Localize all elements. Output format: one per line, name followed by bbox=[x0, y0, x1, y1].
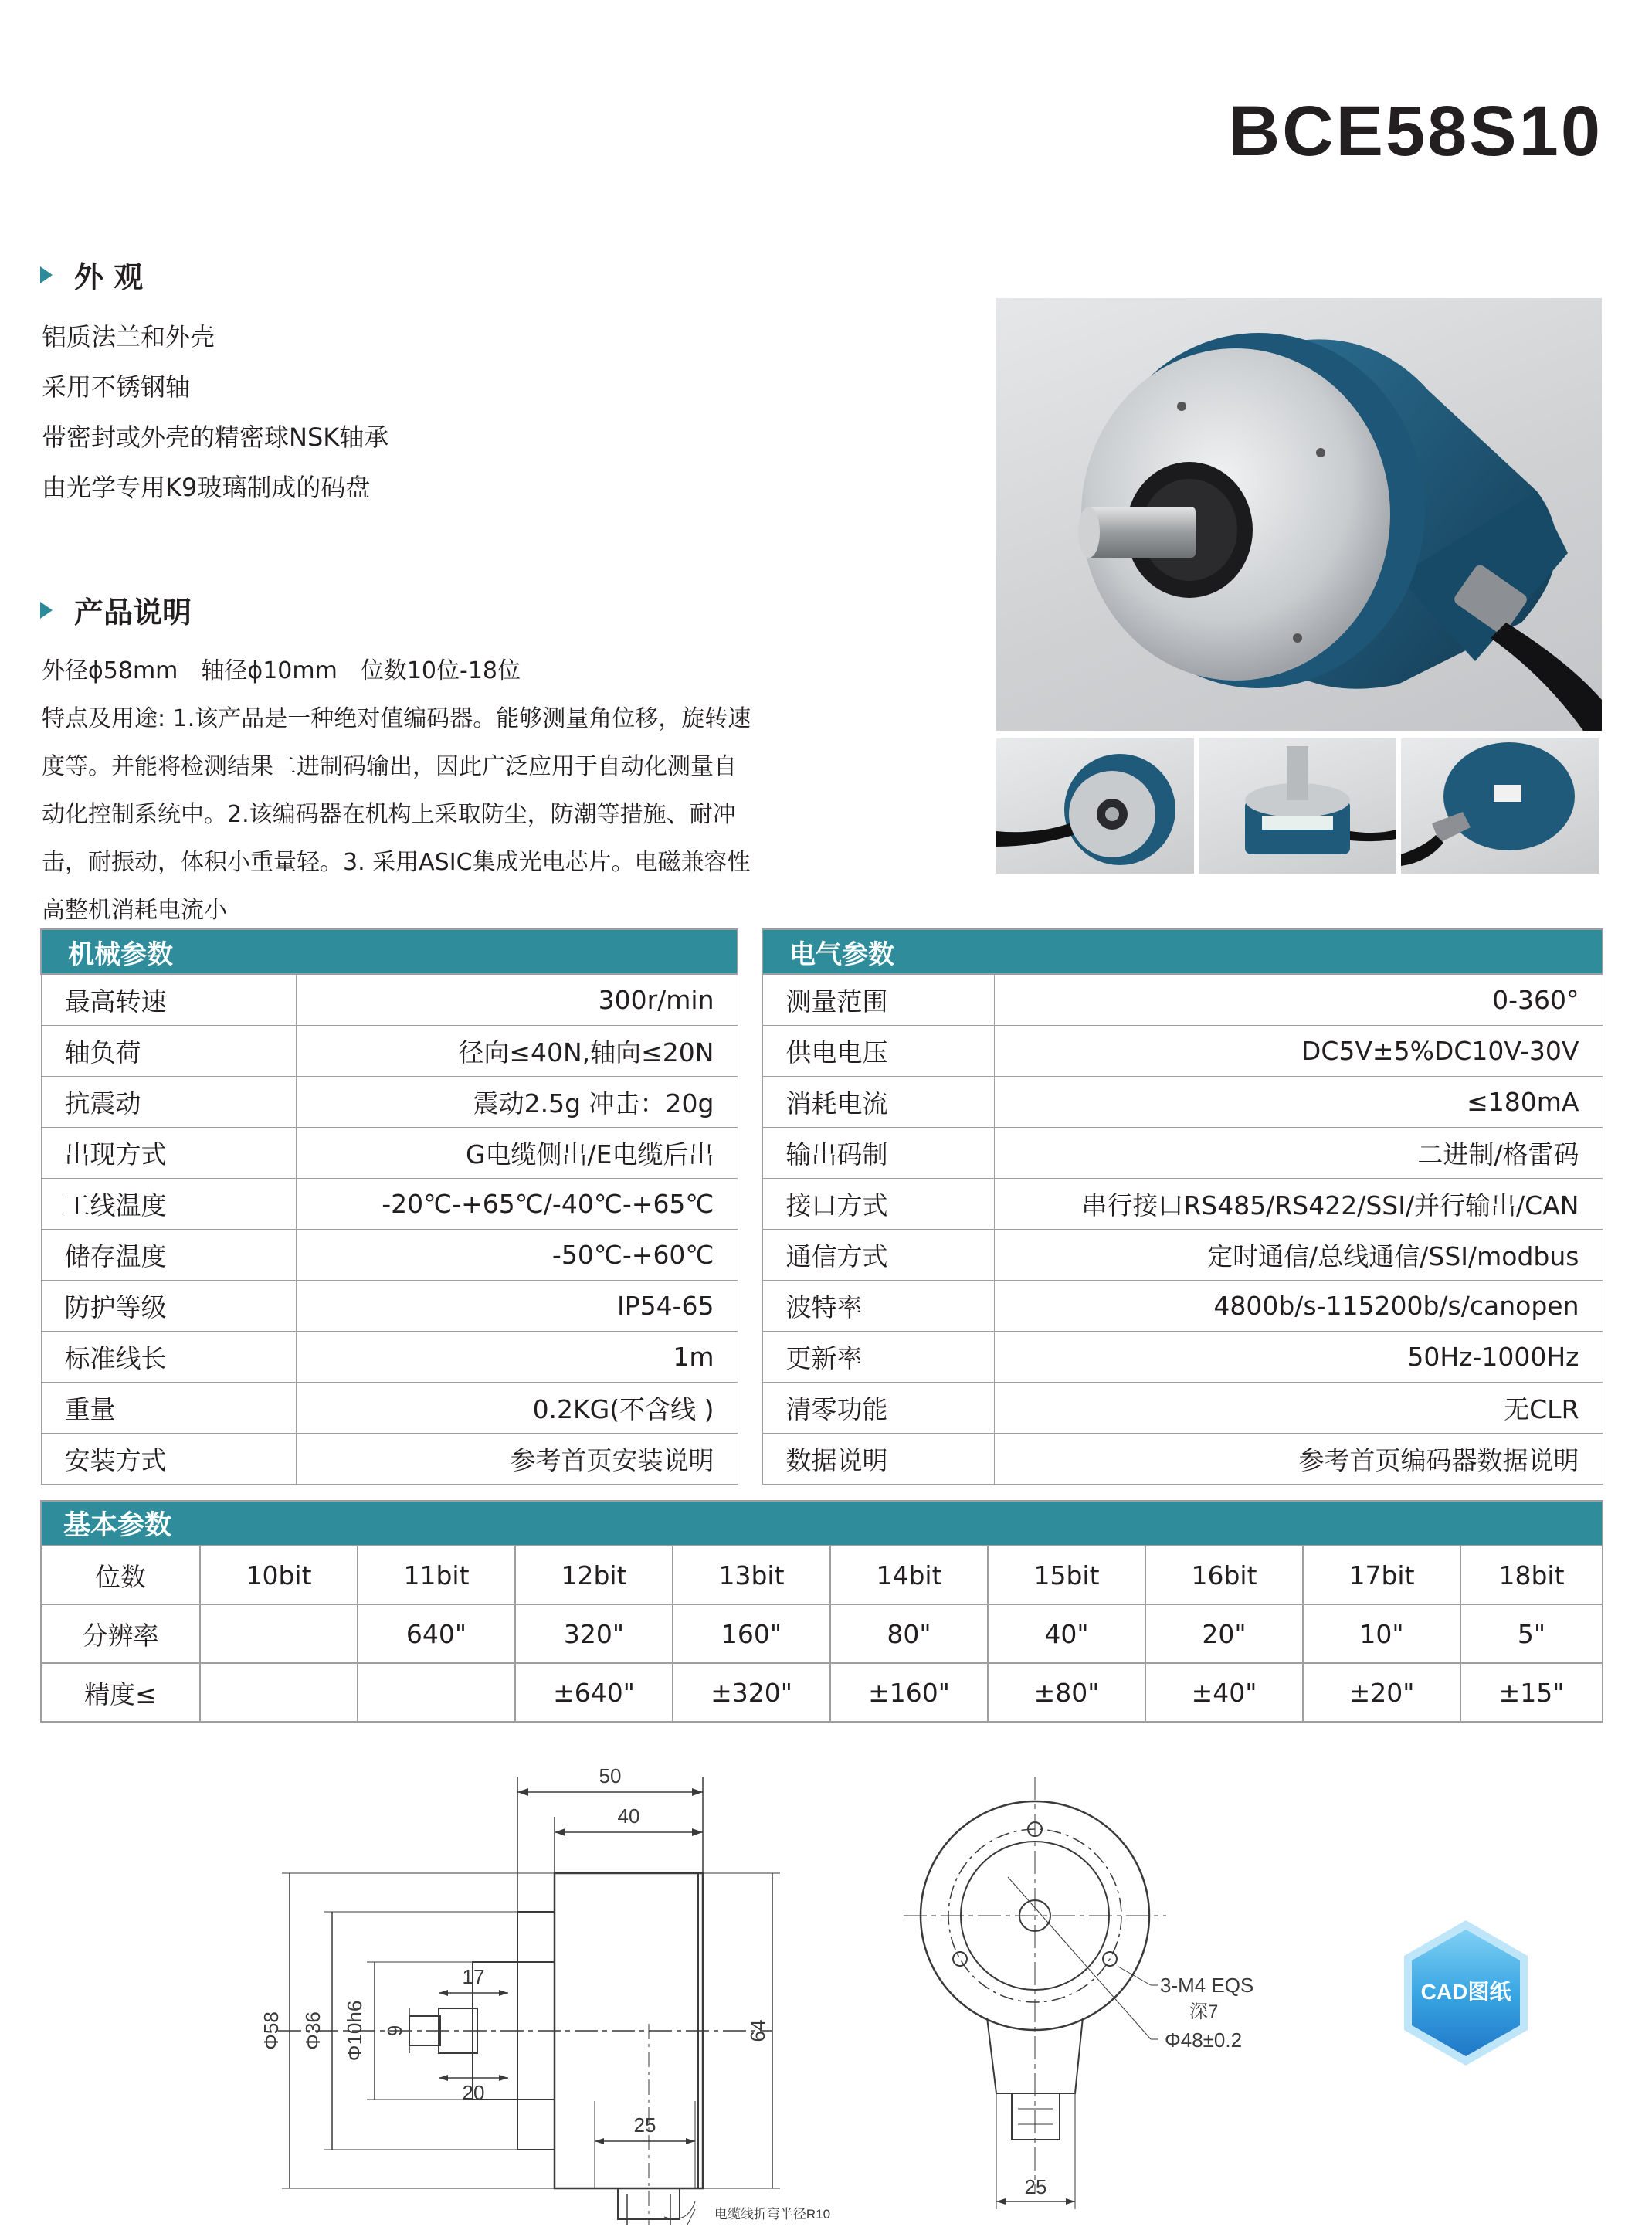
table-cell: 18bit bbox=[1460, 1546, 1603, 1604]
description-line: 度等。并能将检测结果二进制码输出，因此广泛应用于自动化测量自 bbox=[42, 753, 737, 780]
electrical-params-heading: 电气参数 bbox=[762, 929, 1603, 974]
dim-phi10h6-label: Φ10h6 bbox=[343, 2000, 366, 2062]
table-row bbox=[762, 1178, 1603, 1229]
table-row bbox=[41, 1025, 738, 1076]
param-value: G电缆侧出/E电缆后出 bbox=[296, 1127, 738, 1178]
param-value: 定时通信/总线通信/SSI/modbus bbox=[994, 1229, 1603, 1280]
dim-25-front-label: 25 bbox=[1024, 2175, 1047, 2198]
depth-note: 深7 bbox=[1189, 2001, 1219, 2022]
param-label: 标准线长 bbox=[41, 1331, 296, 1382]
cad-drawing-button[interactable] bbox=[1396, 1916, 1535, 2070]
param-value: 震动2.5g 冲击：20g bbox=[296, 1076, 738, 1127]
cad-badge-label: CAD图纸 bbox=[1420, 1980, 1511, 2004]
param-label: 防护等级 bbox=[41, 1280, 296, 1331]
table-row bbox=[762, 1331, 1603, 1382]
table-row bbox=[762, 1382, 1603, 1433]
table-row bbox=[41, 1127, 738, 1178]
table-row bbox=[41, 1331, 738, 1382]
electrical-params-table bbox=[762, 928, 1603, 1485]
param-label: 数据说明 bbox=[762, 1433, 994, 1484]
product-thumbnail-3[interactable] bbox=[1401, 738, 1599, 874]
param-label: 安装方式 bbox=[41, 1433, 296, 1484]
mechanical-params-table bbox=[40, 928, 738, 1485]
table-row bbox=[762, 1280, 1603, 1331]
param-value: 50Hz-1000Hz bbox=[994, 1331, 1603, 1382]
table-row bbox=[762, 1433, 1603, 1484]
holes-note: 3-M4 EQS bbox=[1160, 1974, 1254, 1997]
product-thumbnail-2[interactable] bbox=[1199, 738, 1396, 874]
appearance-heading-text: 外 观 bbox=[74, 260, 144, 294]
dim-50-label: 50 bbox=[599, 1764, 622, 1787]
table-cell: 15bit bbox=[988, 1546, 1145, 1604]
table-row bbox=[41, 1280, 738, 1331]
row-label: 分辨率 bbox=[41, 1604, 200, 1663]
param-value: 二进制/格雷码 bbox=[994, 1127, 1603, 1178]
triangle-bullet-icon bbox=[40, 602, 53, 619]
feature-item: 由光学专用K9玻璃制成的码盘 bbox=[42, 473, 371, 502]
mechanical-params-heading: 机械参数 bbox=[41, 929, 738, 974]
table-cell: ±15" bbox=[1460, 1663, 1603, 1722]
table-cell: 17bit bbox=[1303, 1546, 1460, 1604]
dim-25-side-label: 25 bbox=[633, 2113, 656, 2137]
param-label: 输出码制 bbox=[762, 1127, 994, 1178]
param-value: ≤180mA bbox=[994, 1076, 1603, 1127]
param-value: IP54-65 bbox=[296, 1280, 738, 1331]
table-cell bbox=[200, 1604, 358, 1663]
table-cell: ±80" bbox=[988, 1663, 1145, 1722]
table-row bbox=[41, 1604, 1603, 1663]
param-label: 供电电压 bbox=[762, 1025, 994, 1076]
table-row bbox=[41, 1382, 738, 1433]
dim-64-label: 64 bbox=[746, 2019, 769, 2042]
description-line: 高整机消耗电流小 bbox=[42, 897, 227, 924]
table-cell: 5" bbox=[1460, 1604, 1603, 1663]
table-row bbox=[41, 1076, 738, 1127]
param-value: 参考首页编码器数据说明 bbox=[994, 1433, 1603, 1484]
table-cell: 16bit bbox=[1145, 1546, 1303, 1604]
param-value: DC5V±5%DC10V-30V bbox=[994, 1025, 1603, 1076]
table-cell: 320" bbox=[515, 1604, 673, 1663]
param-label: 测量范围 bbox=[762, 974, 994, 1025]
table-row bbox=[762, 1127, 1603, 1178]
table-cell: ±320" bbox=[673, 1663, 830, 1722]
table-cell: ±20" bbox=[1303, 1663, 1460, 1722]
table-row bbox=[41, 1546, 1603, 1604]
table-row bbox=[41, 1663, 1603, 1722]
table-cell: ±40" bbox=[1145, 1663, 1303, 1722]
product-thumbnail-1[interactable] bbox=[996, 738, 1194, 874]
basic-params-table bbox=[40, 1500, 1603, 1723]
table-cell: 40" bbox=[988, 1604, 1145, 1663]
table-row bbox=[41, 974, 738, 1025]
table-cell: ±640" bbox=[515, 1663, 673, 1722]
table-cell: 14bit bbox=[830, 1546, 988, 1604]
table-row bbox=[41, 1229, 738, 1280]
param-label: 清零功能 bbox=[762, 1382, 994, 1433]
param-label: 通信方式 bbox=[762, 1229, 994, 1280]
param-value: 0.2KG(不含线 ) bbox=[296, 1382, 738, 1433]
param-value: 300r/min bbox=[296, 974, 738, 1025]
table-row bbox=[41, 1433, 738, 1484]
param-label: 最高转速 bbox=[41, 974, 296, 1025]
appearance-heading bbox=[40, 253, 143, 296]
param-label: 接口方式 bbox=[762, 1178, 994, 1229]
row-label: 位数 bbox=[41, 1546, 200, 1604]
description-line: 特点及用途: 1.该产品是一种绝对值编码器。能够测量角位移，旋转速 bbox=[42, 705, 751, 732]
table-cell: 13bit bbox=[673, 1546, 830, 1604]
param-value: -50℃-+60℃ bbox=[296, 1229, 738, 1280]
dim-phi58-label: Φ58 bbox=[260, 2011, 283, 2050]
product-photo-main bbox=[996, 298, 1602, 731]
table-cell: ±160" bbox=[830, 1663, 988, 1722]
description-line: 击，耐振动，体积小重量轻。3. 采用ASIC集成光电芯片。电磁兼容性 bbox=[42, 849, 751, 876]
table-row bbox=[762, 974, 1603, 1025]
table-cell: 160" bbox=[673, 1604, 830, 1663]
param-label: 抗震动 bbox=[41, 1076, 296, 1127]
table-cell: 11bit bbox=[358, 1546, 515, 1604]
param-value: 径向≤40N,轴向≤20N bbox=[296, 1025, 738, 1076]
feature-item: 铝质法兰和外壳 bbox=[42, 322, 215, 351]
table-cell bbox=[200, 1663, 358, 1722]
table-cell: 640" bbox=[358, 1604, 515, 1663]
table-row bbox=[762, 1229, 1603, 1280]
description-heading-text: 产品说明 bbox=[74, 596, 192, 630]
dim-9-label: 9 bbox=[383, 2025, 406, 2037]
basic-params-heading: 基本参数 bbox=[41, 1501, 1603, 1546]
param-value: 1m bbox=[296, 1331, 738, 1382]
table-row bbox=[762, 1076, 1603, 1127]
param-value: 无CLR bbox=[994, 1382, 1603, 1433]
table-cell: 10bit bbox=[200, 1546, 358, 1604]
param-label: 出现方式 bbox=[41, 1127, 296, 1178]
param-label: 波特率 bbox=[762, 1280, 994, 1331]
table-row bbox=[41, 1178, 738, 1229]
param-label: 更新率 bbox=[762, 1331, 994, 1382]
table-row bbox=[762, 1025, 1603, 1076]
param-value: -20℃-+65℃/-40℃-+65℃ bbox=[296, 1178, 738, 1229]
dim-40-label: 40 bbox=[617, 1804, 640, 1828]
param-value: 0-360° bbox=[994, 974, 1603, 1025]
table-cell: 12bit bbox=[515, 1546, 673, 1604]
description-line: 外径ϕ58mm 轴径ϕ10mm 位数10位-18位 bbox=[42, 657, 521, 684]
param-value: 参考首页安装说明 bbox=[296, 1433, 738, 1484]
param-value: 串行接口RS485/RS422/SSI/并行输出/CAN bbox=[994, 1178, 1603, 1229]
front-view bbox=[904, 1777, 1166, 2209]
table-cell: 20" bbox=[1145, 1604, 1303, 1663]
param-value: 4800b/s-115200b/s/canopen bbox=[994, 1280, 1603, 1331]
product-title: BCE58S10 bbox=[1228, 92, 1603, 171]
description-text bbox=[42, 647, 829, 935]
pcd-note: Φ48±0.2 bbox=[1165, 2028, 1243, 2052]
description-line: 动化控制系统中。2.该编码器在机构上采取防尘，防潮等措施、耐冲 bbox=[42, 801, 736, 828]
param-label: 储存温度 bbox=[41, 1229, 296, 1280]
triangle-bullet-icon bbox=[40, 266, 53, 283]
param-label: 轴负荷 bbox=[41, 1025, 296, 1076]
table-cell bbox=[358, 1663, 515, 1722]
feature-item: 采用不锈钢轴 bbox=[42, 372, 191, 402]
table-cell: 10" bbox=[1303, 1604, 1460, 1663]
dim-17-label: 17 bbox=[462, 1965, 485, 1988]
param-label: 消耗电流 bbox=[762, 1076, 994, 1127]
param-label: 重量 bbox=[41, 1382, 296, 1433]
feature-list bbox=[42, 312, 388, 513]
feature-item: 带密封或外壳的精密球NSK轴承 bbox=[42, 423, 389, 452]
cable-bend-note: 电缆线折弯半径R10 bbox=[714, 2207, 831, 2222]
param-label: 工线温度 bbox=[41, 1178, 296, 1229]
table-cell: 80" bbox=[830, 1604, 988, 1663]
dim-20-label: 20 bbox=[462, 2081, 485, 2104]
row-label: 精度≤ bbox=[41, 1663, 200, 1722]
dim-phi36-label: Φ36 bbox=[301, 2011, 324, 2050]
description-heading bbox=[40, 589, 192, 631]
